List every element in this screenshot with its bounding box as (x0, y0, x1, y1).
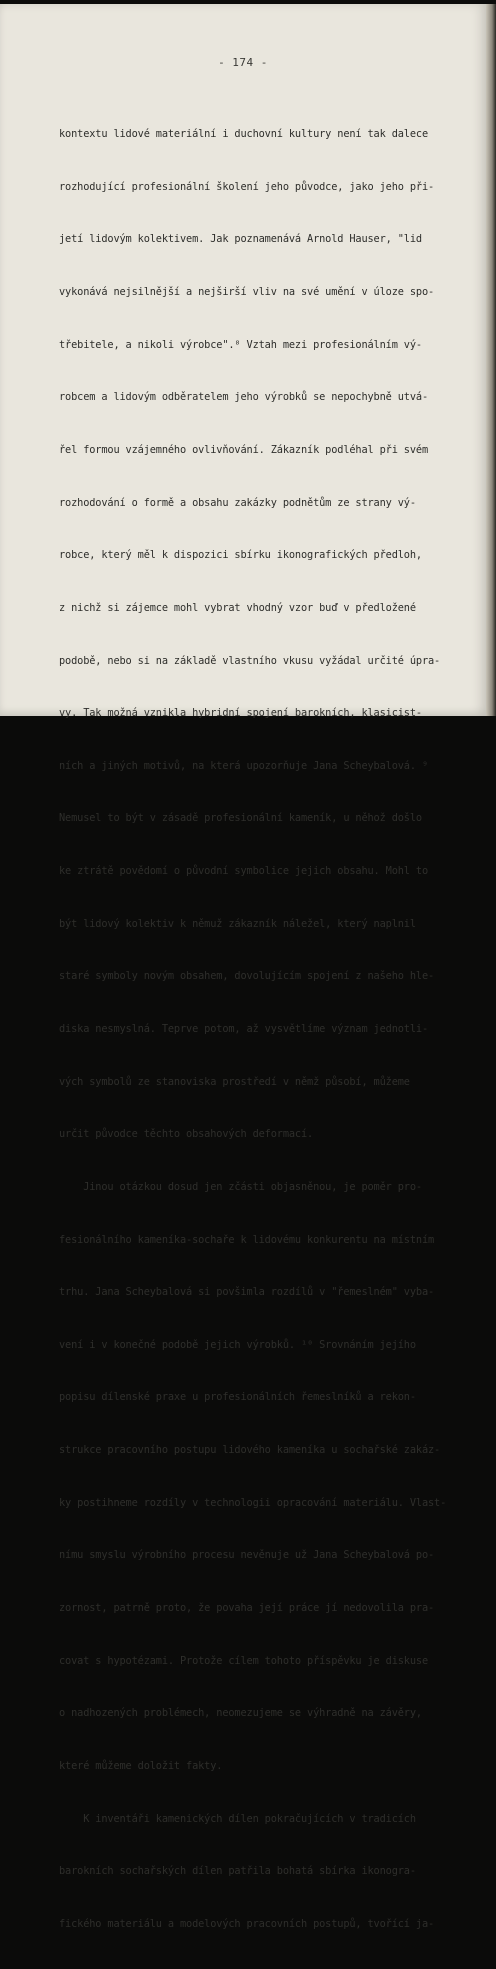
text-line: určit původce těchto obsahových deformací. (59, 1128, 314, 1141)
text-line: strukce pracovního postupu lidového kameníka u sochařské zakáz- (59, 1444, 441, 1457)
text-line: vy. Tak možná vznikla hybridní spojení barokních, klasicist- (59, 707, 422, 720)
text-line: které můžeme doložit fakty. (59, 1759, 223, 1772)
text-line: barokních sochařských dílen patřila bohatá sbírka ikonogra- (59, 1865, 416, 1878)
text-line: vení i v konečné podobě jejich výrobků. ¹⁰ Srovnáním jejího (59, 1338, 416, 1351)
text-line: ke ztrátě povědomí o původní symbolice jejich obsahu. Mohl to (59, 865, 429, 878)
text-line: nímu smyslu výrobního procesu nevěnuje už Jana Scheybalová po- (59, 1549, 435, 1562)
text-line: covat s hypotézami. Protože cílem tohoto příspěvku je diskuse (59, 1654, 429, 1667)
text-line: vykonává nejsilnější a nejširší vliv na své umění v úloze spo- (59, 286, 435, 299)
text-line: staré symboly novým obsahem, dovolujícím spojení z našeho hle- (59, 970, 435, 983)
text-line: robcem a lidovým odběratelem jeho výrobků se nepochybně utvá- (59, 391, 429, 404)
text-line: třebitele, a nikoli výrobce".⁸ Vztah mezi profesionálním vý- (59, 338, 422, 351)
document-page (0, 4, 486, 1930)
text-line: fesionálního kameníka-sochaře k lidovému konkurentu na místním (59, 1233, 435, 1246)
text-line: z nichž si zájemce mohl vybrat vhodný vzor buď v předložené (59, 601, 416, 614)
text-line: ky postihneme rozdíly v technologii opracování materiálu. Vlast- (59, 1496, 447, 1509)
text-line: K inventáři kamenických dílen pokračujících v tradicích (59, 1812, 416, 1825)
text-line: zornost, patrně proto, že povaha její práce jí nedovolila pra- (59, 1602, 435, 1615)
text-line: robce, který měl k dispozici sbírku ikonografických předloh, (59, 549, 422, 562)
text-line: Jinou otázkou dosud jen zčásti objasněnou, je poměr pro- (59, 1180, 422, 1193)
body-text (59, 91, 445, 1969)
text-line: trhu. Jana Scheybalová si povšimla rozdílů v "řemeslném" vyba- (59, 1286, 435, 1299)
text-line: popisu dílenské praxe u profesionálních řemeslníků a rekon- (59, 1391, 416, 1404)
text-line: fického materiálu a modelových pracovních postupů, tvořící ja- (59, 1917, 435, 1930)
text-line: diska nesmyslná. Teprve potom, až vysvětlíme význam jednotli- (59, 1022, 429, 1035)
text-line: kontextu lidové materiální i duchovní kultury není tak dalece (59, 128, 429, 141)
text-line: rozhodování o formě a obsahu zakázky podnětům ze strany vý- (59, 496, 416, 509)
text-line: rozhodující profesionální školení jeho původce, jako jeho při- (59, 180, 435, 193)
text-line: Nemusel to být v zásadě profesionální kameník, u něhož došlo (59, 812, 422, 825)
text-line: být lidový kolektiv k němuž zákazník náležel, který naplnil (59, 917, 416, 930)
text-line: řel formou vzájemného ovlivňování. Zákazník podléhal při svém (59, 443, 429, 456)
text-line: jetí lidovým kolektivem. Jak poznamenává Arnold Hauser, "lid (59, 233, 422, 246)
page-number: - 174 - (218, 56, 268, 69)
text-line: podobě, nebo si na základě vlastního vkusu vyžádal určité úpra- (59, 654, 441, 667)
text-line: vých symbolů ze stanoviska prostředí v němž působí, můžeme (59, 1075, 410, 1088)
text-line: o nadhozených problémech, neomezujeme se výhradně na závěry, (59, 1707, 422, 1720)
page-edge-shadow (486, 4, 496, 716)
text-line: ních a jiných motivů, na která upozorňuje Jana Scheybalová. ⁹ (59, 759, 429, 772)
